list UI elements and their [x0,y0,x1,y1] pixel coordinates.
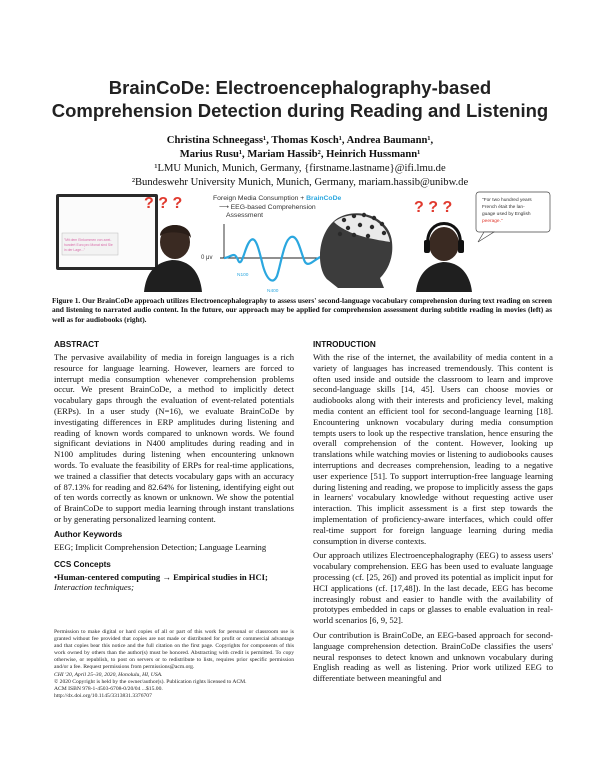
keywords-heading: Author Keywords [54,529,123,539]
affiliation-line-2: ²Bundeswehr University Munich, Munich, Germany, mariam.hassib@unibw.de [131,177,469,188]
introduction-heading: INTRODUCTION [313,340,376,349]
monitor-illustration [56,194,158,270]
affiliation-line-1: ¹LMU Munich, Munich, Germany, {firstname.lastname}@ifi.lmu.de [154,163,446,174]
title-line-2: Comprehension Detection during Reading and Listening [51,100,549,121]
ccs-heading: CCS Concepts [54,559,111,569]
title-line-1: BrainCoDe: Electroencephalography-based [108,77,492,98]
peak-label-n400: N400 [267,289,279,294]
intro-paragraph-1: With the rise of the internet, the availability of media content in a variety of languages has increased tremendously. This content is often used inside and outside the classroom to learn and improve second-language skills [14, 45]. Users can choose movies or audiobooks along with their interests and proficiency level, making media content an efficient tool for second-language learning [18]. Encountering unknown vocabulary during media consumption tempts users to look up the respective translation, hence ensuring the overall comprehension of the content. However, looking up translations while watching movies or listening to audiobooks causes interruptions and decreases comprehension, leading to a negative user experience [51]. To support interruption-free language learning during listening and reading, we propose to implicitly assess the gaps in learners' vocabulary knowledge without requesting active user interaction. This implicit assessment is a first step towards the implementation of proficiency-aware interfaces, which could offer real-time support for foreign language learning during media consumption in diverse contexts. [313,352,553,546]
copyright-text: © 2020 Copyright is held by the owner/author(s). Publication rights licensed to ACM. [54,678,247,685]
figure-caption: Figure 1. Our BrainCoDe approach utilizes Electroencephalography to assess users' second-language vocabulary comprehension during text reading on screen and listening to narrated audio content. In the future, our approach may be applied for comprehension assessment during subtitle reading in movies (left) as well as for audiobooks (right). [52,296,552,324]
question-marks-right: ? ? ? [414,199,453,216]
author-block [0,134,600,190]
keywords-text: EEG; Implicit Comprehension Detection; Language Learning [54,541,267,552]
center-subtitle-arrow: ⟶ [219,204,229,211]
abstract-heading: ABSTRACT [54,340,100,349]
brand-name: BrainCoDe [306,195,342,202]
center-title [213,195,341,202]
doi-link[interactable]: http://dx.doi.org/10.1145/3313831.3376707 [54,692,152,699]
intro-paragraph-3: Our contribution is BrainCoDe, an EEG-based approach for second-language comprehension detection. BrainCoDe classifies the users' neural responses to detect known and unknown vocabulary during English reading as well as listening. Prior work utilized EEG to differentiate between meaningful and [313,629,553,684]
author-names-line-2: Marius Rusu¹, Mariam Hassib², Heinrich Hussmann¹ [179,149,421,160]
listening-person [416,224,472,293]
speech-bubble [476,192,550,242]
center-subtitle-line-2: Assessment [226,212,264,219]
question-marks-left: ? ? ? [144,195,183,212]
speech-bubble-text: "For two hundred years French était the lan- guage used by English peerage." [482,198,532,224]
intro-paragraph-2: Our approach utilizes Electroencephalography (EEG) to assess users' vocabulary comprehension. EEG has been used to evaluate language processing (cf. [25, 26]) and proved its potential as implicit input for HCI applications (cf. [17,48]). In the last decade, EEG has become increasingly robust and easier to handle with the availability of prototypes embedded in caps or glasses to enable evaluation in real-world scenarios [6, 9, 52]. [313,550,553,626]
teaser-figure [48,188,553,294]
peak-label-n100: N100 [237,273,249,278]
eeg-head-illustration [320,213,392,288]
screen-subtitle: "Mit dem Einkommen von zwei- hundert Euro pro Monat sind Sie in der Lage..." [64,238,113,252]
conference-info: CHI '20, April 25–30, 2020, Honolulu, HI, USA. [54,671,163,678]
center-subtitle [219,204,318,219]
ccs-line-2: Interaction techniques; [54,582,134,593]
left-column [54,337,294,593]
permission-text: Permission to make digital or hard copies of all or part of this work for personal or classroom use is granted without fee provided that copies are not made or distributed for profit or commercial advantage and that copies bear this notice and the full citation on the first page. Copyrights for components of this work owned by others than the author(s) must be honored. Abstracting with credit is permitted. To copy otherwise, or republish, to post on servers or to redistribute to lists, requires prior specific permission and/or a fee. Request permissions from permissions@acm.org. [54,629,294,671]
paper-title [0,76,600,122]
isbn-text: ACM ISBN 978-1-4503-6708-0/20/04 ...$15.00. [54,685,163,692]
permission-block [54,629,294,700]
center-subtitle-line-1: EEG-based Comprehension [230,204,316,211]
axis-zero-label: 0 μv [201,255,213,261]
center-title-text: Foreign Media Consumption + [213,195,305,202]
headphones-icon [424,240,430,253]
author-names-line-1: Christina Schneegass¹, Thomas Kosch¹, Andrea Baumann¹, [166,135,434,146]
right-column [313,337,553,688]
ccs-line-1: •Human-centered computing → Empirical studies in HCI; [54,571,268,582]
abstract-text: The pervasive availability of media in foreign languages is a rich resource for language learning. However, learners are forced to interrupt media consumption whenever comprehension problems occur. We present BrainCoDe, a method to implicitly detect vocabulary gaps through the evaluation of event-related potentials (ERPs). In a user study (N=16), we evaluate BrainCoDe by investigating differences in ERP amplitudes during listening and reading of known words compared to unknown words. We found significant deviations in N400 amplitudes during reading and in N100 amplitudes during listening when encountering unknown words. To evaluate the feasibility of ERPs for real-time applications, we trained a classifier that detects vocabulary gaps with an accuracy of 87.13% for reading and 82.64% for listening, identifying eight out of ten words correctly as known or unknown. We show the potential of BrainCoDe to support media learning through instant translations or by generating personalized learning content. [54,352,294,524]
